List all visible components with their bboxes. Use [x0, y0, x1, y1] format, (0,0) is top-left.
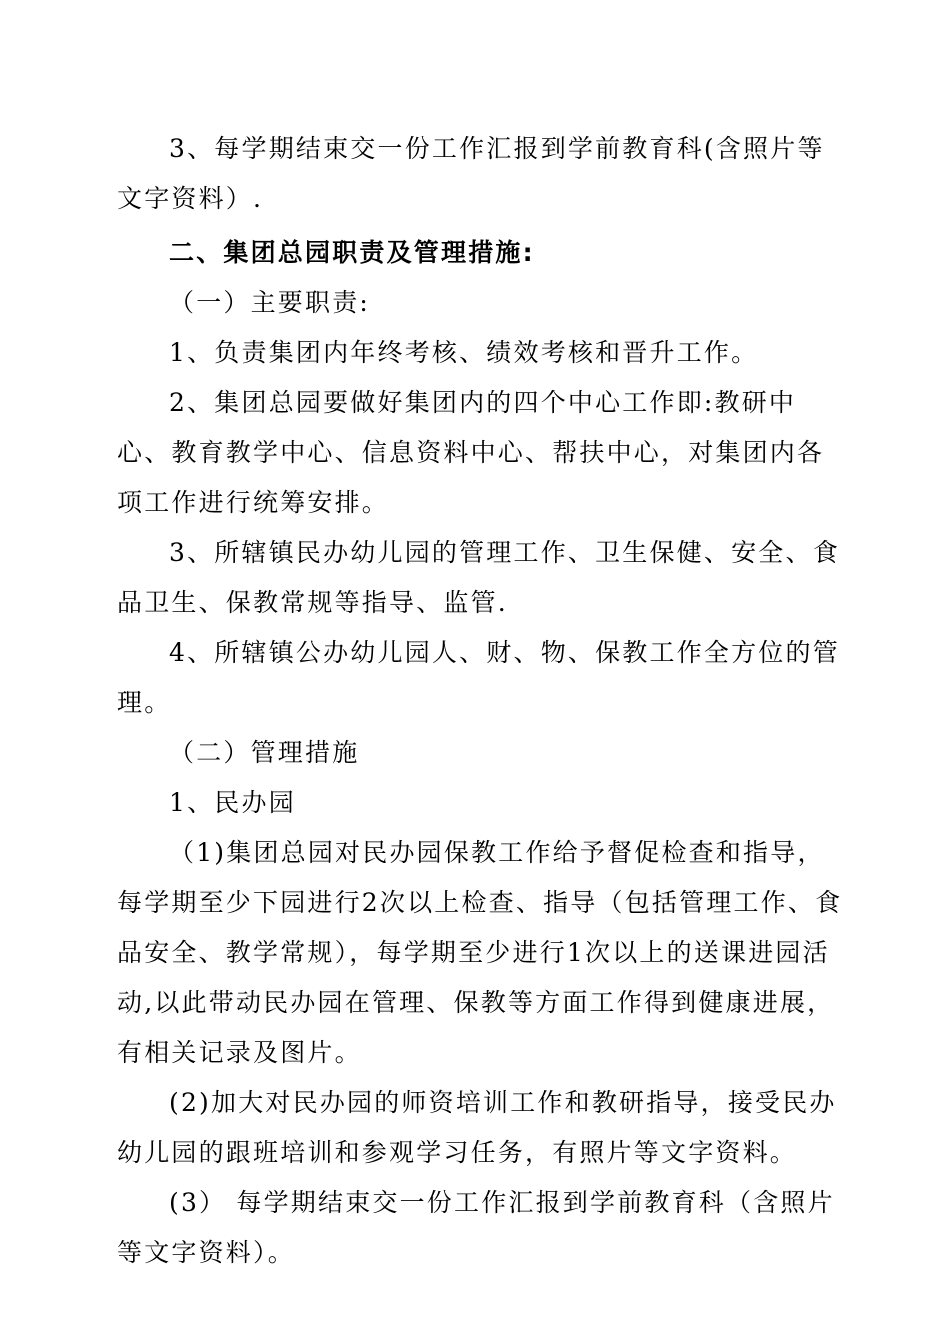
paragraph-duty-2: 2、集团总园要做好集团内的四个中心工作即:教研中心、教育教学中心、信息资料中心、帮扶中心，对集团内各项工作进行统筹安排。	[117, 388, 825, 517]
paragraph-measure-3: (3） 每学期结束交一份工作汇报到学前教育科（含照片等文字资料）。	[117, 1188, 835, 1267]
subheading-private-kindergartens: 1、民办园	[169, 788, 296, 817]
paragraph-duty-1: 1、负责集团内年终考核、绩效考核和晋升工作。	[169, 338, 759, 367]
subheading-management-measures: （二）管理措施	[169, 738, 360, 767]
document-body	[117, 124, 845, 1278]
paragraph-duty-3: 3、所辖镇民办幼儿园的管理工作、卫生保健、安全、食品卫生、保教常规等指导、监管.	[117, 538, 840, 617]
section-heading-responsibilities: 二、集团总园职责及管理措施:	[169, 238, 535, 267]
paragraph-report-submission: 3、每学期结束交一份工作汇报到学前教育科(含照片等文字资料）.	[117, 134, 825, 213]
paragraph-measure-2: (2)加大对民办园的师资培训工作和教研指导，接受民办幼儿园的跟班培训和参观学习任务，有照片等文字资料。	[117, 1088, 837, 1167]
subheading-main-duties: （一）主要职责:	[169, 288, 371, 317]
paragraph-duty-4: 4、所辖镇公办幼儿园人、财、物、保教工作全方位的管理。	[117, 638, 840, 717]
paragraph-measure-1: （1)集团总园对民办园保教工作给予督促检查和指导，每学期至少下园进行2次以上检查、指导（包括管理工作、食品安全、教学常规），每学期至少进行1次以上的送课进园活动,以此带动民办园在管理、保教等方面工作得到健康进展，有相关记录及图片。	[117, 838, 843, 1067]
